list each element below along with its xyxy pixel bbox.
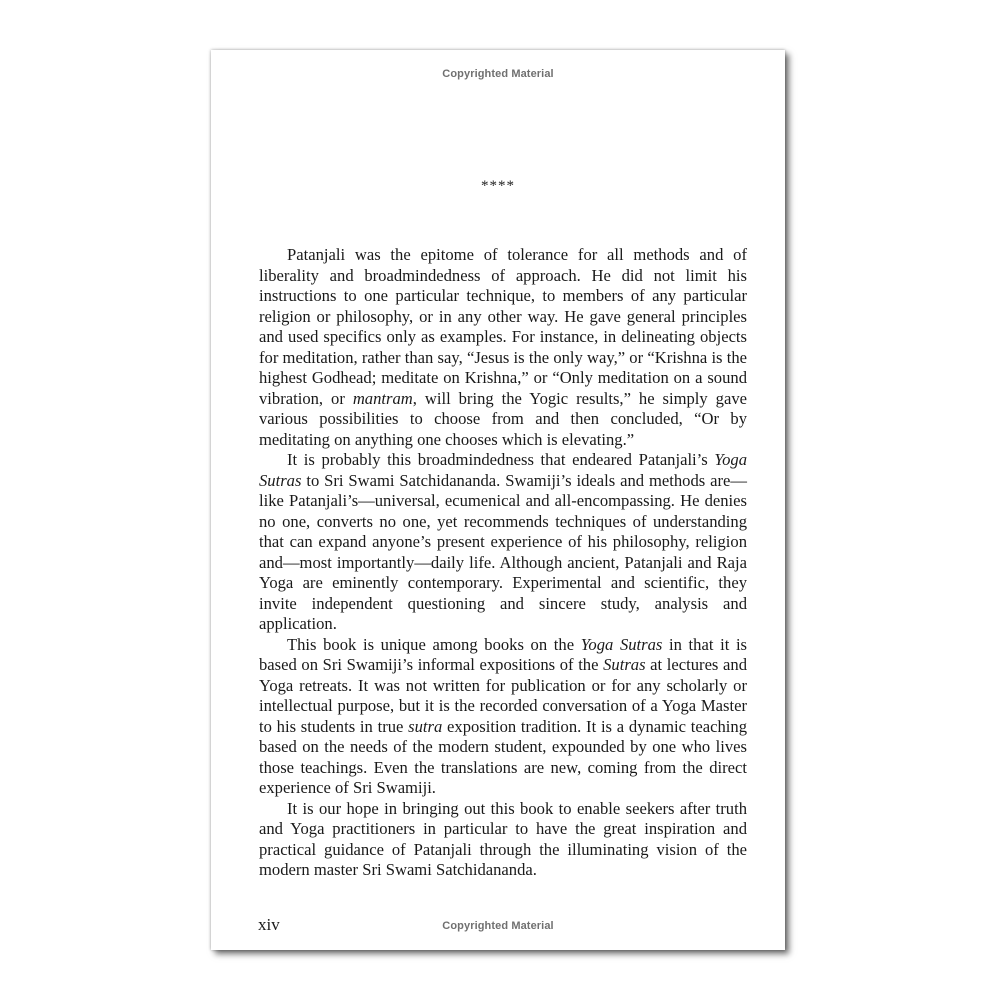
paragraph-2 <box>259 450 747 635</box>
text-run: It is our hope in bringing out this book to enable seekers after truth and Yoga practitioners in particular to have the great inspiration and practical guidance of Patanjali through the illuminating vision of the modern master Sri Swami Satchidananda. <box>259 798 747 879</box>
copyright-watermark-bottom: Copyrighted Material <box>442 920 554 932</box>
text-run: This book is unique among books on the <box>287 634 581 654</box>
body-text <box>259 245 747 881</box>
section-separator: **** <box>481 178 515 194</box>
copyright-watermark-top: Copyrighted Material <box>442 68 554 80</box>
text-run: to Sri Swami Satchidananda. Swamiji’s ideals and methods are—like Patanjali’s—universal, ecumenical and all-encompassing. He denies no one, converts no one, yet recommends techniques of understanding that can expand anyone’s present experience of his philosophy, religion and—most importantly—daily life. Although ancient, Patanjali and Raja Yoga are eminently contemporary. Experimental and scientific, they invite independent questioning and sincere study, analysis and application. <box>259 470 747 633</box>
book-page <box>211 50 785 950</box>
paragraph-1 <box>259 245 747 450</box>
italic-term: Sutras <box>603 655 646 674</box>
text-run: exposition tradition. It is a dynamic teaching based on the needs of the modern student, expounded by one who lives those teachings. Even the translations are new, coming from the direct experience of Sri Swamiji. <box>259 716 747 797</box>
text-run: , will bring the Yogic results,” he simply gave various possibilities to choose from and then concluded, “Or by meditating on anything one chooses which is elevating.” <box>259 388 747 449</box>
page-number: xiv <box>258 915 280 934</box>
text-run: It is probably this broadmindedness that endeared Patanjali’s <box>287 450 715 469</box>
italic-term: sutra <box>408 716 443 736</box>
text-run: Patanjali was the epitome of tolerance for all methods and of liberality and broadmindedness of approach. He did not limit his instructions to one particular technique, to members of any particular religion or philosophy, or in any other way. He gave general principles and used specifics only as examples. For instance, in delineating objects for meditation, rather than say, “Jesus is the only way,” or “Krishna is the highest Godhead; meditate on Krishna,” or “Only meditation on a sound vibration, or <box>259 245 747 408</box>
paragraph-4 <box>259 799 747 881</box>
text-run: in that it is based on Sri Swamiji’s informal expositions of the <box>259 634 748 674</box>
italic-term: mantram <box>352 388 413 408</box>
text-run: at lectures and Yoga retreats. It was not written for publication or for any scholarly or intellectual purpose, but it is the recorded conversation of a Yoga Master to his students in true <box>259 655 747 736</box>
italic-term: Yoga Sutras <box>580 634 663 654</box>
paragraph-3 <box>259 635 747 799</box>
italic-term: Yoga Sutras <box>259 450 747 490</box>
